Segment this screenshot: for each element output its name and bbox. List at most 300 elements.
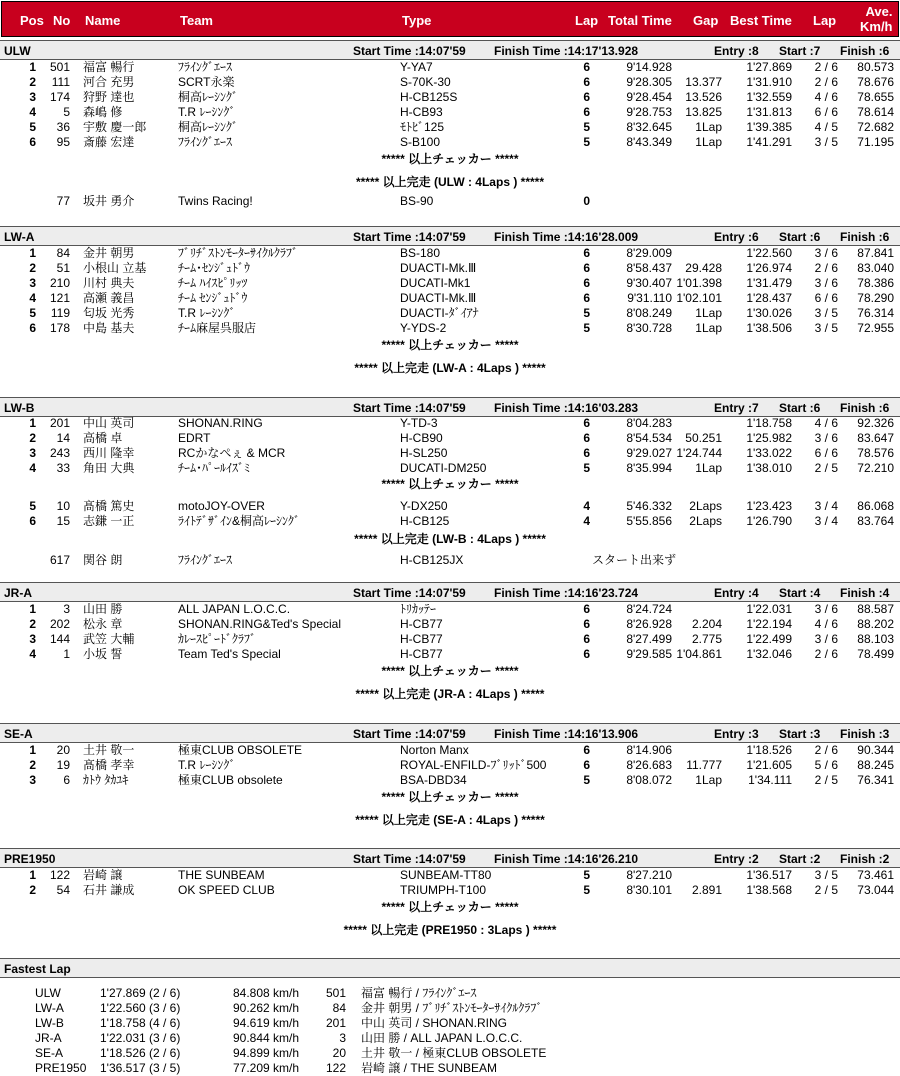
checker-line: ***** 以上チェッカー ***** bbox=[381, 790, 519, 804]
cell-bl: 3 / 6 bbox=[814, 276, 838, 290]
cell-team: SHONAN.RING bbox=[178, 416, 263, 430]
fl-class: LW-B bbox=[35, 1016, 64, 1030]
cell-lap: 4 bbox=[583, 514, 590, 528]
cell-bl: 2 / 5 bbox=[814, 461, 838, 475]
start-time: Start Time :14:07'59 bbox=[353, 727, 466, 741]
fl-rider: 福富 暢行 / ﾌﾗｲﾝｸﾞｴｰｽ bbox=[361, 986, 477, 1000]
cell-no: 84 bbox=[56, 246, 70, 260]
cell-ave: 88.202 bbox=[857, 617, 894, 631]
col-ave-line1: Ave. bbox=[865, 4, 893, 19]
start-time: Start Time :14:07'59 bbox=[353, 401, 466, 415]
cell-no: 33 bbox=[56, 461, 70, 475]
complete-line: ***** 以上完走 (LW-A : 4Laps ) ***** bbox=[354, 361, 546, 375]
cell-no: 6 bbox=[63, 773, 70, 787]
cell-gap: 13.825 bbox=[685, 105, 722, 119]
cell-best: 1'25.982 bbox=[746, 431, 792, 445]
cell-total: 5'55.856 bbox=[626, 514, 672, 528]
cell-type: Y-DX250 bbox=[400, 499, 448, 513]
cell-type: H-CB90 bbox=[400, 431, 443, 445]
cell-gap: 1'24.744 bbox=[676, 446, 722, 460]
cell-no: 95 bbox=[56, 135, 70, 149]
checker-line: ***** 以上チェッカー ***** bbox=[381, 477, 519, 491]
cell-bl: 2 / 5 bbox=[814, 773, 838, 787]
cell-no: 121 bbox=[49, 291, 70, 305]
checker-line: ***** 以上チェッカー ***** bbox=[381, 152, 519, 166]
cell-total: 9'28.753 bbox=[626, 105, 672, 119]
fl-class: SE-A bbox=[35, 1046, 64, 1060]
cell-best: 1'32.046 bbox=[746, 647, 792, 661]
entry-count: Entry :6 bbox=[714, 230, 759, 244]
cell-ave: 76.341 bbox=[857, 773, 894, 787]
cell-ave: 80.573 bbox=[857, 60, 894, 74]
cell-name: 中山 英司 bbox=[83, 416, 135, 430]
cell-total: 8'30.728 bbox=[626, 321, 672, 335]
cell-bl: 3 / 5 bbox=[814, 135, 838, 149]
cell-type: H-CB93 bbox=[400, 105, 443, 119]
col-type: Type bbox=[402, 13, 432, 28]
cell-best: 1'28.437 bbox=[746, 291, 792, 305]
cell-name: 石井 謙成 bbox=[83, 883, 135, 897]
cell-best: 1'38.010 bbox=[746, 461, 792, 475]
cell-type: ﾄﾘｶｯﾃｰ bbox=[400, 602, 437, 616]
result-row bbox=[0, 120, 900, 135]
cell-ave: 73.044 bbox=[857, 883, 894, 897]
cell-lap: 5 bbox=[583, 306, 590, 320]
cell-total: 9'29.585 bbox=[626, 647, 672, 661]
cell-best: 1'23.423 bbox=[746, 499, 792, 513]
fl-number: 3 bbox=[339, 1031, 346, 1045]
cell-bl: 4 / 6 bbox=[814, 90, 838, 104]
finish-count: Finish :4 bbox=[840, 586, 890, 600]
cell-pos: 1 bbox=[29, 743, 36, 757]
cell-best: 1'26.790 bbox=[746, 514, 792, 528]
result-row bbox=[0, 291, 900, 306]
cell-lap: 6 bbox=[583, 246, 590, 260]
cell-total: 8'30.101 bbox=[626, 883, 672, 897]
fl-speed: 94.899 km/h bbox=[233, 1046, 300, 1060]
fl-speed: 77.209 km/h bbox=[233, 1061, 300, 1075]
result-row bbox=[0, 90, 900, 105]
cell-team: T.R ﾚｰｼﾝｸﾞ bbox=[178, 306, 236, 320]
cell-bl: 6 / 6 bbox=[814, 105, 838, 119]
finish-count: Finish :6 bbox=[840, 44, 890, 58]
cell-name: 関谷 朗 bbox=[83, 553, 123, 567]
cell-name: 志鎌 一正 bbox=[83, 514, 135, 528]
fl-class: PRE1950 bbox=[35, 1061, 87, 1075]
cell-no: 144 bbox=[49, 632, 70, 646]
result-row bbox=[0, 743, 900, 758]
section-header bbox=[0, 226, 900, 246]
cell-team: 極東CLUB obsolete bbox=[178, 773, 283, 787]
results-header bbox=[1, 1, 899, 37]
fastest-lap-title: Fastest Lap bbox=[4, 962, 71, 976]
cell-lap: 6 bbox=[583, 446, 590, 460]
cell-ave: 78.290 bbox=[857, 291, 894, 305]
entry-count: Entry :8 bbox=[714, 44, 759, 58]
cell-no: 178 bbox=[49, 321, 70, 335]
start-count: Start :6 bbox=[779, 230, 821, 244]
cell-type: Norton Manx bbox=[400, 743, 469, 757]
section-header bbox=[0, 848, 900, 868]
cell-ave: 90.344 bbox=[857, 743, 894, 757]
cell-no: 501 bbox=[49, 60, 70, 74]
result-row bbox=[0, 617, 900, 632]
cell-team: ALL JAPAN L.O.C.C. bbox=[178, 602, 291, 616]
cell-lap: 6 bbox=[583, 276, 590, 290]
start-time: Start Time :14:07'59 bbox=[353, 230, 466, 244]
cell-bl: 2 / 6 bbox=[814, 75, 838, 89]
cell-team: ﾁｰﾑ･ｾﾝｼﾞｭﾄﾞｳ bbox=[178, 261, 251, 275]
fl-time: 1'18.758 (4 / 6) bbox=[100, 1016, 181, 1030]
cell-best: 1'32.559 bbox=[746, 90, 792, 104]
cell-total: 8'26.683 bbox=[626, 758, 672, 772]
cell-team: ﾁｰﾑ麻屋呉服店 bbox=[178, 321, 257, 335]
cell-type: DUACTI-Mk.Ⅲ bbox=[400, 261, 477, 275]
cell-pos: 4 bbox=[29, 105, 36, 119]
result-row bbox=[0, 514, 900, 529]
cell-type: ﾓﾄﾋﾞ125 bbox=[400, 120, 445, 134]
checker-line: ***** 以上チェッカー ***** bbox=[381, 900, 519, 914]
col-ave bbox=[860, 4, 893, 34]
cell-gap: 1Lap bbox=[695, 120, 722, 134]
cell-gap: 1'01.398 bbox=[676, 276, 722, 290]
fl-speed: 94.619 km/h bbox=[233, 1016, 300, 1030]
class-name: LW-B bbox=[4, 401, 35, 415]
col-pos: Pos bbox=[20, 13, 44, 28]
entry-count: Entry :2 bbox=[714, 852, 759, 866]
cell-team: ﾌﾞﾘﾁﾞｽﾄﾝﾓｰﾀｰｻｲｸﾙｸﾗﾌﾞ bbox=[178, 246, 299, 260]
cell-pos: 3 bbox=[29, 446, 36, 460]
cell-type: BS-180 bbox=[400, 246, 441, 260]
result-row bbox=[0, 773, 900, 788]
cell-lap: 6 bbox=[583, 75, 590, 89]
cell-best: 1'33.022 bbox=[746, 446, 792, 460]
cell-best: 1'31.910 bbox=[746, 75, 792, 89]
result-row bbox=[0, 431, 900, 446]
fastest-lap-row bbox=[0, 1061, 900, 1076]
cell-best: 1'38.568 bbox=[746, 883, 792, 897]
cell-total: 9'14.928 bbox=[626, 60, 672, 74]
cell-name: 髙橋 篤史 bbox=[83, 499, 135, 513]
cell-ave: 88.103 bbox=[857, 632, 894, 646]
cell-ave: 78.386 bbox=[857, 276, 894, 290]
cell-name: 川村 典夫 bbox=[83, 276, 135, 290]
result-row bbox=[0, 868, 900, 883]
cell-gap: 1Lap bbox=[695, 461, 722, 475]
col-no: No bbox=[53, 13, 71, 28]
cell-name: 小坂 誓 bbox=[83, 647, 123, 661]
cell-type: Y-TD-3 bbox=[400, 416, 438, 430]
cell-name: 髙橋 孝幸 bbox=[83, 758, 135, 772]
fastest-lap-header bbox=[0, 958, 900, 978]
cell-team: ﾁｰﾑ･ﾊﾟｰﾙｲｽﾞﾐ bbox=[178, 461, 251, 475]
col-best-lap: Lap bbox=[813, 13, 837, 28]
cell-gap: 2.204 bbox=[691, 617, 722, 631]
cell-type: BSA-DBD34 bbox=[400, 773, 467, 787]
cell-team: ｶﾚｰｽﾋﾟｰﾄﾞｸﾗﾌﾞ bbox=[178, 632, 257, 646]
finish-count: Finish :2 bbox=[840, 852, 890, 866]
fl-time: 1'18.526 (2 / 6) bbox=[100, 1046, 181, 1060]
cell-note: スタート出来ず bbox=[592, 553, 677, 567]
cell-name: 高瀬 義昌 bbox=[83, 291, 135, 305]
start-time: Start Time :14:07'59 bbox=[353, 586, 466, 600]
cell-bl: 4 / 6 bbox=[814, 416, 838, 430]
fl-class: JR-A bbox=[35, 1031, 62, 1045]
class-name: LW-A bbox=[4, 230, 35, 244]
cell-total: 9'28.305 bbox=[626, 75, 672, 89]
result-row bbox=[0, 632, 900, 647]
result-row bbox=[0, 321, 900, 336]
cell-ave: 78.655 bbox=[857, 90, 894, 104]
cell-lap: 6 bbox=[583, 617, 590, 631]
cell-total: 8'08.249 bbox=[626, 306, 672, 320]
cell-total: 8'29.009 bbox=[626, 246, 672, 260]
cell-team: T.R ﾚｰｼﾝｸﾞ bbox=[178, 105, 236, 119]
class-name: PRE1950 bbox=[4, 852, 56, 866]
cell-team: ﾁｰﾑ ﾊｲｽﾋﾟﾘｯﾂ bbox=[178, 276, 248, 290]
cell-gap: 1Lap bbox=[695, 135, 722, 149]
cell-ave: 86.068 bbox=[857, 499, 894, 513]
cell-gap: 1'04.861 bbox=[676, 647, 722, 661]
cell-name: 斎藤 宏達 bbox=[83, 135, 135, 149]
cell-pos: 2 bbox=[29, 883, 36, 897]
finish-time: Finish Time :14:16'03.283 bbox=[494, 401, 639, 415]
cell-name: 岩崎 譲 bbox=[83, 868, 123, 882]
cell-type: SUNBEAM-TT80 bbox=[400, 868, 492, 882]
result-row bbox=[0, 499, 900, 514]
cell-team: ﾌﾗｲﾝｸﾞｴｰｽ bbox=[178, 60, 233, 74]
cell-total: 8'08.072 bbox=[626, 773, 672, 787]
cell-no: 174 bbox=[49, 90, 70, 104]
cell-lap: 6 bbox=[583, 743, 590, 757]
entry-count: Entry :4 bbox=[714, 586, 759, 600]
cell-lap: 5 bbox=[583, 868, 590, 882]
cell-type: S-70K-30 bbox=[400, 75, 451, 89]
cell-pos: 1 bbox=[29, 602, 36, 616]
class-name: ULW bbox=[4, 44, 31, 58]
cell-pos: 6 bbox=[29, 135, 36, 149]
cell-best: 1'18.758 bbox=[746, 416, 792, 430]
complete-line: ***** 以上完走 (ULW : 4Laps ) ***** bbox=[355, 175, 545, 189]
result-row bbox=[0, 306, 900, 321]
cell-ave: 72.210 bbox=[857, 461, 894, 475]
result-row bbox=[0, 416, 900, 431]
cell-name: ｶﾄｳ ﾀｶﾕｷ bbox=[83, 773, 129, 787]
fastest-lap-row bbox=[0, 1046, 900, 1061]
cell-bl: 2 / 6 bbox=[814, 743, 838, 757]
cell-ave: 72.955 bbox=[857, 321, 894, 335]
cell-best: 1'21.605 bbox=[746, 758, 792, 772]
cell-best: 1'39.385 bbox=[746, 120, 792, 134]
cell-ave: 83.040 bbox=[857, 261, 894, 275]
section-header bbox=[0, 40, 900, 60]
cell-type: DUACTI-ﾀﾞｲｱﾅ bbox=[400, 306, 479, 320]
cell-pos: 1 bbox=[29, 60, 36, 74]
col-gap: Gap bbox=[693, 13, 719, 28]
cell-total: 5'46.332 bbox=[626, 499, 672, 513]
cell-pos: 2 bbox=[29, 261, 36, 275]
result-row bbox=[0, 246, 900, 261]
cell-pos: 2 bbox=[29, 75, 36, 89]
cell-ave: 78.576 bbox=[857, 446, 894, 460]
cell-ave: 78.614 bbox=[857, 105, 894, 119]
cell-ave: 71.195 bbox=[857, 135, 894, 149]
col-total-time: Total Time bbox=[608, 13, 672, 28]
fl-time: 1'22.560 (3 / 6) bbox=[100, 1001, 181, 1015]
cell-name: 河合 充男 bbox=[83, 75, 135, 89]
cell-pos: 3 bbox=[29, 632, 36, 646]
cell-best: 1'22.194 bbox=[746, 617, 792, 631]
cell-lap: 4 bbox=[583, 499, 590, 513]
cell-name: 福富 暢行 bbox=[83, 60, 135, 74]
class-name: SE-A bbox=[4, 727, 33, 741]
cell-bl: 3 / 4 bbox=[814, 499, 838, 513]
finish-count: Finish :6 bbox=[840, 230, 890, 244]
cell-pos: 2 bbox=[29, 617, 36, 631]
cell-name: 松永 章 bbox=[83, 617, 123, 631]
complete-line: ***** 以上完走 (JR-A : 4Laps ) ***** bbox=[355, 687, 545, 701]
cell-pos: 2 bbox=[29, 431, 36, 445]
cell-type: H-CB125S bbox=[400, 90, 458, 104]
cell-bl: 4 / 5 bbox=[814, 120, 838, 134]
cell-lap: 5 bbox=[583, 120, 590, 134]
fl-time: 1'36.517 (3 / 5) bbox=[100, 1061, 181, 1075]
cell-team: Team Ted's Special bbox=[178, 647, 281, 661]
cell-no: 1 bbox=[63, 647, 70, 661]
cell-team: motoJOY-OVER bbox=[178, 499, 265, 513]
cell-ave: 87.841 bbox=[857, 246, 894, 260]
cell-no: 202 bbox=[49, 617, 70, 631]
entry-count: Entry :3 bbox=[714, 727, 759, 741]
cell-lap: 5 bbox=[583, 321, 590, 335]
result-row bbox=[0, 60, 900, 75]
cell-team: EDRT bbox=[178, 431, 211, 445]
cell-best: 1'30.026 bbox=[746, 306, 792, 320]
cell-best: 1'27.869 bbox=[746, 60, 792, 74]
cell-lap: 6 bbox=[583, 90, 590, 104]
start-time: Start Time :14:07'59 bbox=[353, 44, 466, 58]
fl-number: 201 bbox=[325, 1016, 346, 1030]
cell-best: 1'41.291 bbox=[746, 135, 792, 149]
cell-pos: 3 bbox=[29, 90, 36, 104]
fl-speed: 84.808 km/h bbox=[233, 986, 300, 1000]
fl-rider: 中山 英司 / SHONAN.RING bbox=[361, 1016, 508, 1030]
cell-gap: 13.377 bbox=[685, 75, 722, 89]
fl-number: 84 bbox=[332, 1001, 346, 1015]
cell-lap: 5 bbox=[583, 135, 590, 149]
col-name: Name bbox=[85, 13, 121, 28]
fl-speed: 90.262 km/h bbox=[233, 1001, 300, 1015]
cell-ave: 73.461 bbox=[857, 868, 894, 882]
cell-no: 15 bbox=[56, 514, 70, 528]
cell-lap: 6 bbox=[583, 647, 590, 661]
cell-pos: 5 bbox=[29, 499, 36, 513]
cell-no: 77 bbox=[56, 194, 70, 208]
cell-ave: 88.587 bbox=[857, 602, 894, 616]
fl-time: 1'27.869 (2 / 6) bbox=[100, 986, 181, 1000]
start-count: Start :6 bbox=[779, 401, 821, 415]
cell-team: RCかなぺぇ & MCR bbox=[178, 446, 286, 460]
cell-team: 桐高ﾚｰｼﾝｸﾞ bbox=[178, 120, 239, 134]
fastest-lap-row bbox=[0, 1016, 900, 1031]
cell-ave: 83.647 bbox=[857, 431, 894, 445]
complete-line: ***** 以上完走 (LW-B : 4Laps ) ***** bbox=[354, 532, 546, 546]
cell-pos: 5 bbox=[29, 120, 36, 134]
cell-gap: 2Laps bbox=[689, 514, 722, 528]
cell-name: 狩野 達也 bbox=[83, 90, 135, 104]
cell-bl: 6 / 6 bbox=[814, 446, 838, 460]
cell-best: 1'34.111 bbox=[748, 773, 792, 787]
cell-lap: 6 bbox=[583, 758, 590, 772]
cell-gap: 1Lap bbox=[695, 773, 722, 787]
cell-team: Twins Racing! bbox=[178, 194, 253, 208]
cell-lap: 5 bbox=[583, 883, 590, 897]
cell-no: 5 bbox=[63, 105, 70, 119]
cell-ave: 76.314 bbox=[857, 306, 894, 320]
cell-type: Y-YDS-2 bbox=[400, 321, 447, 335]
result-row bbox=[0, 194, 900, 209]
cell-team: ﾁｰﾑ ｾﾝｼﾞｭﾄﾞｳ bbox=[178, 291, 248, 305]
cell-pos: 6 bbox=[29, 514, 36, 528]
cell-pos: 3 bbox=[29, 773, 36, 787]
cell-type: H-CB77 bbox=[400, 632, 443, 646]
cell-no: 54 bbox=[56, 883, 70, 897]
cell-no: 210 bbox=[49, 276, 70, 290]
cell-type: TRIUMPH-T100 bbox=[400, 883, 487, 897]
cell-pos: 6 bbox=[29, 321, 36, 335]
start-count: Start :4 bbox=[779, 586, 821, 600]
result-row bbox=[0, 883, 900, 898]
cell-lap: 0 bbox=[583, 194, 590, 208]
cell-bl: 3 / 5 bbox=[814, 868, 838, 882]
cell-bl: 3 / 6 bbox=[814, 602, 838, 616]
section-header bbox=[0, 397, 900, 417]
cell-name: 西川 隆幸 bbox=[83, 446, 135, 460]
cell-name: 山田 勝 bbox=[83, 602, 123, 616]
cell-best: 1'26.974 bbox=[746, 261, 792, 275]
cell-no: 617 bbox=[49, 553, 70, 567]
cell-ave: 92.326 bbox=[857, 416, 894, 430]
cell-gap: 29.428 bbox=[685, 261, 722, 275]
cell-total: 8'26.928 bbox=[626, 617, 672, 631]
section-header bbox=[0, 723, 900, 743]
cell-total: 9'30.407 bbox=[626, 276, 672, 290]
col-lap: Lap bbox=[575, 13, 599, 28]
cell-gap: 11.777 bbox=[686, 758, 722, 772]
cell-team: 極東CLUB OBSOLETE bbox=[178, 743, 303, 757]
cell-pos: 4 bbox=[29, 291, 36, 305]
cell-lap: 6 bbox=[583, 261, 590, 275]
result-row bbox=[0, 647, 900, 662]
cell-total: 9'28.454 bbox=[626, 90, 672, 104]
cell-pos: 5 bbox=[29, 306, 36, 320]
cell-type: H-CB77 bbox=[400, 617, 443, 631]
fastest-lap-row bbox=[0, 1001, 900, 1016]
cell-name: 中島 基夫 bbox=[83, 321, 135, 335]
result-row bbox=[0, 276, 900, 291]
cell-pos: 1 bbox=[29, 416, 36, 430]
finish-time: Finish Time :14:16'23.724 bbox=[494, 586, 639, 600]
cell-ave: 88.245 bbox=[857, 758, 894, 772]
col-ave-line2: Km/h bbox=[860, 19, 893, 34]
cell-no: 122 bbox=[49, 868, 70, 882]
cell-total: 8'27.499 bbox=[626, 632, 672, 646]
result-row bbox=[0, 135, 900, 150]
fl-rider: 金井 朝男 / ﾌﾞﾘﾁﾞｽﾄﾝﾓｰﾀｰｻｲｸﾙｸﾗﾌﾞ bbox=[361, 1001, 543, 1015]
cell-total: 8'58.437 bbox=[626, 261, 672, 275]
cell-best: 1'36.517 bbox=[746, 868, 792, 882]
cell-bl: 6 / 6 bbox=[814, 291, 838, 305]
